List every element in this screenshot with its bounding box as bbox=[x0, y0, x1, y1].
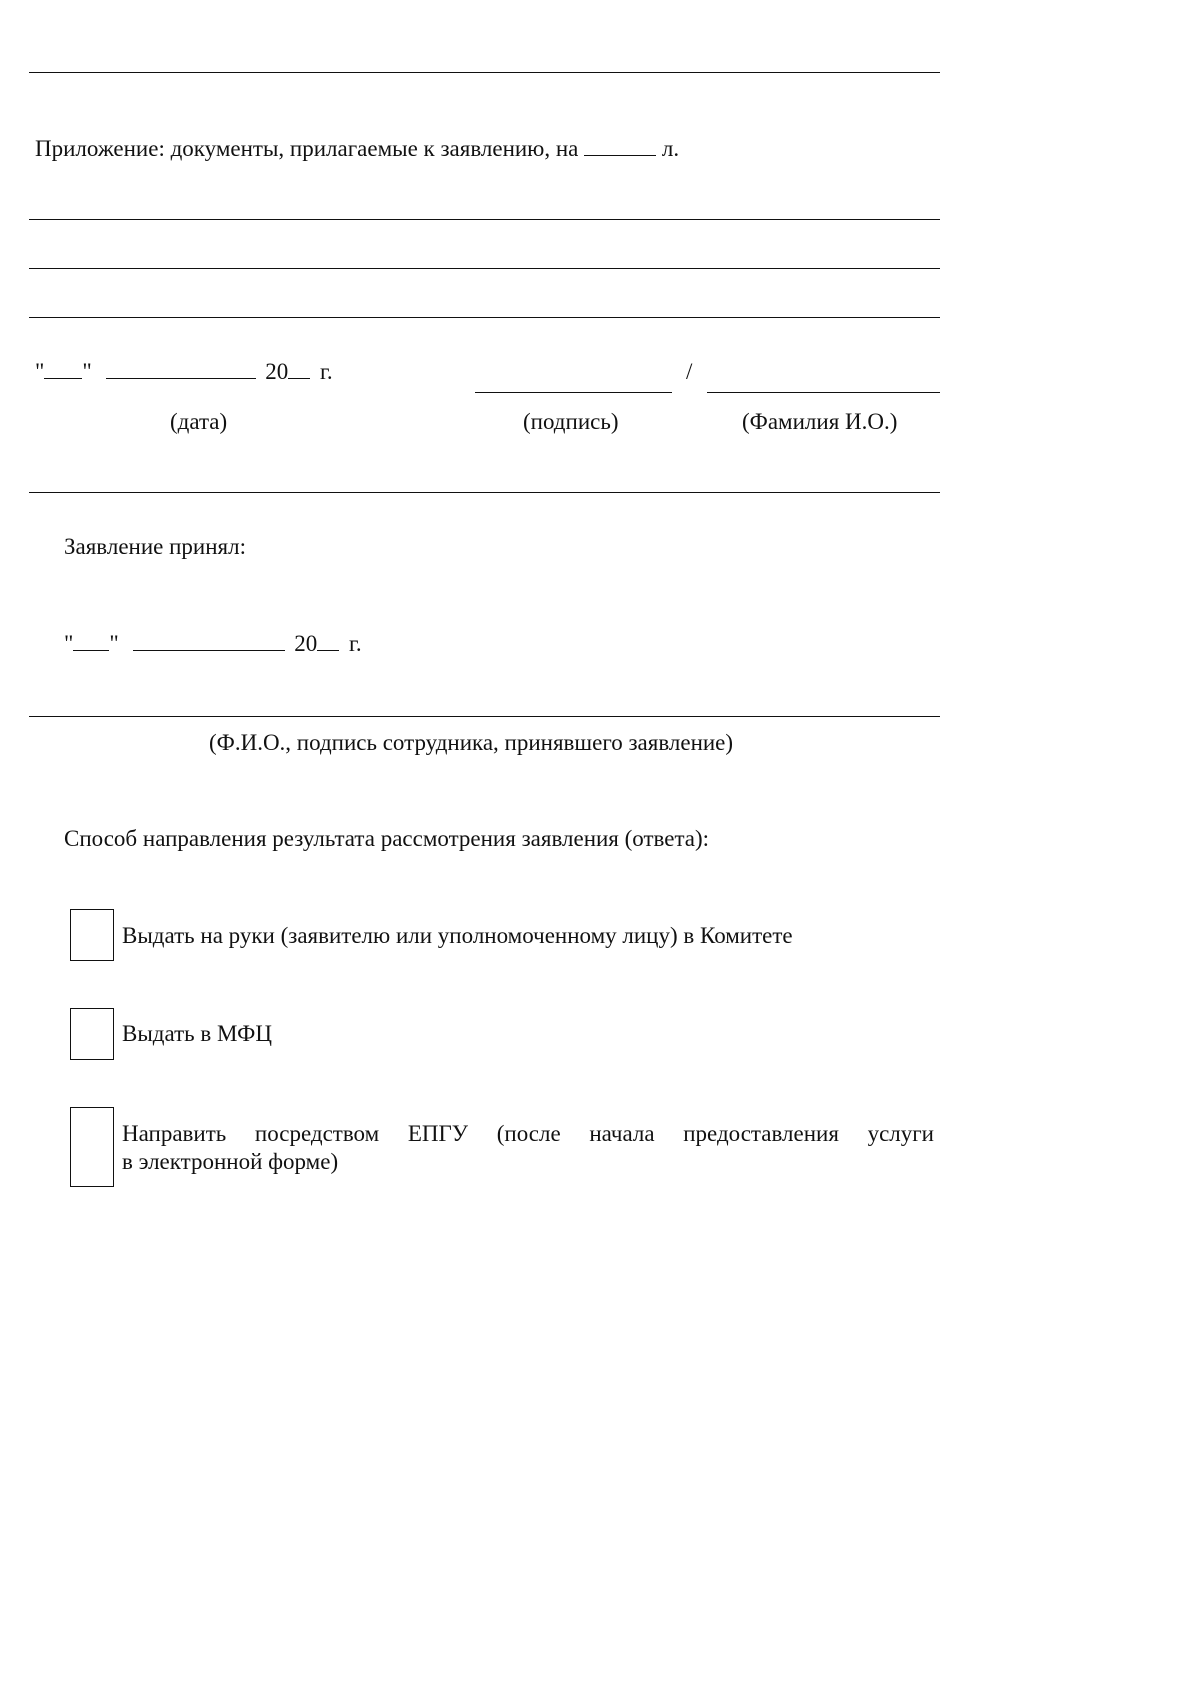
quote-close: " bbox=[109, 631, 119, 656]
delivery-title: Способ направления результата рассмотрения заявления (ответа): bbox=[64, 826, 710, 851]
caption-signature: (подпись) bbox=[523, 409, 619, 434]
applicant-day-blank[interactable] bbox=[44, 360, 82, 379]
option-mfc-checkbox[interactable] bbox=[70, 1008, 114, 1060]
attachment-blank-line-1[interactable] bbox=[29, 219, 940, 220]
caption-date: (дата) bbox=[170, 409, 228, 434]
option-epgu-label-line2: в электронной форме) bbox=[122, 1149, 339, 1174]
option-komitet-checkbox[interactable] bbox=[70, 909, 114, 961]
quote-open: " bbox=[35, 359, 45, 384]
staff-signature-line[interactable] bbox=[29, 716, 940, 717]
received-day-blank[interactable] bbox=[73, 632, 109, 651]
full-name-line[interactable] bbox=[707, 392, 940, 393]
year-prefix: 20 bbox=[294, 631, 318, 656]
attachment-prefix: Приложение: документы, прилагаемые к заявлению, на bbox=[35, 136, 579, 161]
applicant-date-field bbox=[35, 360, 333, 383]
received-month-blank[interactable] bbox=[133, 632, 285, 651]
year-suffix: г. bbox=[320, 359, 333, 384]
applicant-month-blank[interactable] bbox=[106, 360, 256, 379]
top-rule bbox=[29, 72, 940, 73]
year-suffix: г. bbox=[349, 631, 362, 656]
received-date-field bbox=[64, 632, 362, 655]
slash-separator: / bbox=[686, 359, 693, 384]
attachment-line bbox=[35, 137, 679, 160]
received-year-blank[interactable] bbox=[317, 632, 339, 651]
option-epgu-label bbox=[122, 1120, 934, 1176]
quote-open: " bbox=[64, 631, 74, 656]
attachment-blank-line-2[interactable] bbox=[29, 268, 940, 269]
applicant-year-blank[interactable] bbox=[288, 360, 310, 379]
received-label: Заявление принял: bbox=[64, 534, 247, 559]
attachment-suffix: л. bbox=[661, 136, 680, 161]
staff-caption: (Ф.И.О., подпись сотрудника, принявшего заявление) bbox=[209, 730, 734, 755]
caption-full-name: (Фамилия И.О.) bbox=[742, 409, 898, 434]
option-epgu-checkbox[interactable] bbox=[70, 1107, 114, 1187]
attachment-blank-line-3[interactable] bbox=[29, 317, 940, 318]
section-divider bbox=[29, 492, 940, 493]
year-prefix: 20 bbox=[265, 359, 289, 384]
attachment-pages-blank[interactable] bbox=[584, 137, 656, 156]
signature-line[interactable] bbox=[475, 392, 672, 393]
option-epgu-label-line1: Направить посредством ЕПГУ (после начала предоставления услуги bbox=[122, 1121, 934, 1146]
quote-close: " bbox=[82, 359, 92, 384]
option-mfc-label: Выдать в МФЦ bbox=[122, 1021, 272, 1046]
option-komitet-label: Выдать на руки (заявителю или уполномоченному лицу) в Комитете bbox=[122, 923, 793, 948]
